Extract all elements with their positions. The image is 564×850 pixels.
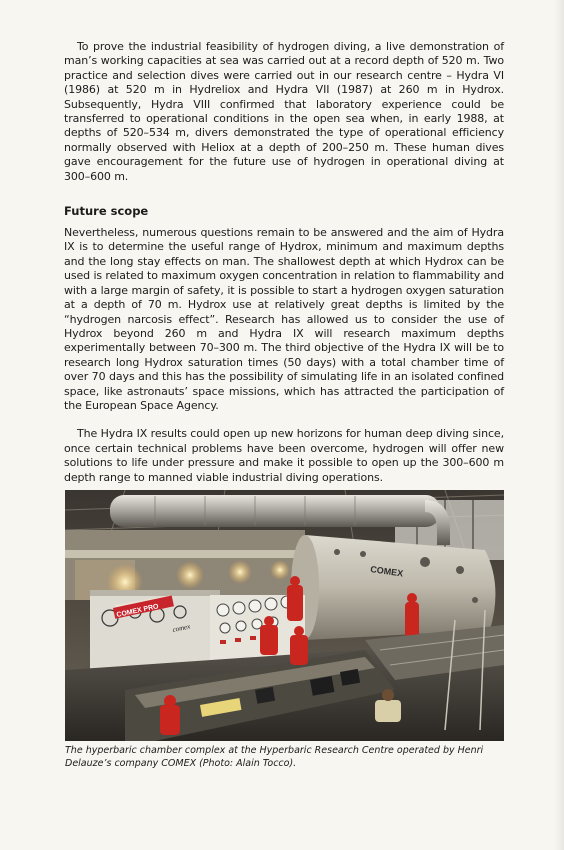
comex-small-sign: comex [171, 622, 191, 634]
comex-pro-sign: COMEX PRO [115, 603, 160, 619]
article-body [64, 40, 504, 485]
paragraph-intro: To prove the industrial feasibility of hydrogen diving, a live demonstration of man’s working capacities at sea was carried out at a record depth of 520 m. Two practice and selection dives were carried out in our research centre – Hydra VI (1986) at 520 m in Hydreliox and Hydra VII (1987) at 260 m in Hydrox. Subsequently, Hydra VIII confirmed that laboratory experience could be transferred to operational conditions in the open sea when, in early 1988, at depths of 520–534 m, divers demonstrated the type of operational efficiency normally observed with Heliox at a depth of 200–250 m. These human dives gave encouragement for the future use of hydrogen in operational diving at 300–600 m. [64, 40, 504, 183]
paragraph-conclusion: The Hydra IX results could open up new horizons for human deep diving since, once certain technical problems have been overcome, hydrogen will offer new solutions to life under pressure and make it possible to open up the 300–600 m depth range to manned viable industrial diving operations. [64, 427, 504, 484]
photo-caption: The hyperbaric chamber complex at the Hyperbaric Research Centre operated by Henri Delauze’s company COMEX (Photo: Alain Tocco). [65, 745, 484, 769]
section-heading: Future scope [64, 204, 149, 219]
paragraph-future-scope: Nevertheless, numerous questions remain to be answered and the aim of Hydra IX is to determine the useful range of Hydrox, minimum and maximum depths and the long stay effects on man. The shallowest depth at which Hydrox can be used is related to maximum oxygen concentration in relation to flammability and with a large margin of safety, it is possible to start a hydrogen oxygen saturation at a depth of 70 m. Hydrox use at relatively great depths is limited by the “hydrogen narcosis effect”. Research has allowed us to consider the use of Hydrox beyond 260 m and Hydra IX will research maximum depths experimentally between 70–300 m. The third objective of the Hydra IX will be to research long Hydrox saturation times (50 days) with a total chamber time of over 70 days and this has the possibility of simulating life in an isolated confined space, like astronauts’ space missions, which has attracted the participation of the European Space Agency. [64, 226, 504, 412]
chamber-label: COMEX [369, 564, 404, 579]
page-edge [554, 0, 564, 850]
hyperbaric-chamber-photo [65, 490, 504, 741]
